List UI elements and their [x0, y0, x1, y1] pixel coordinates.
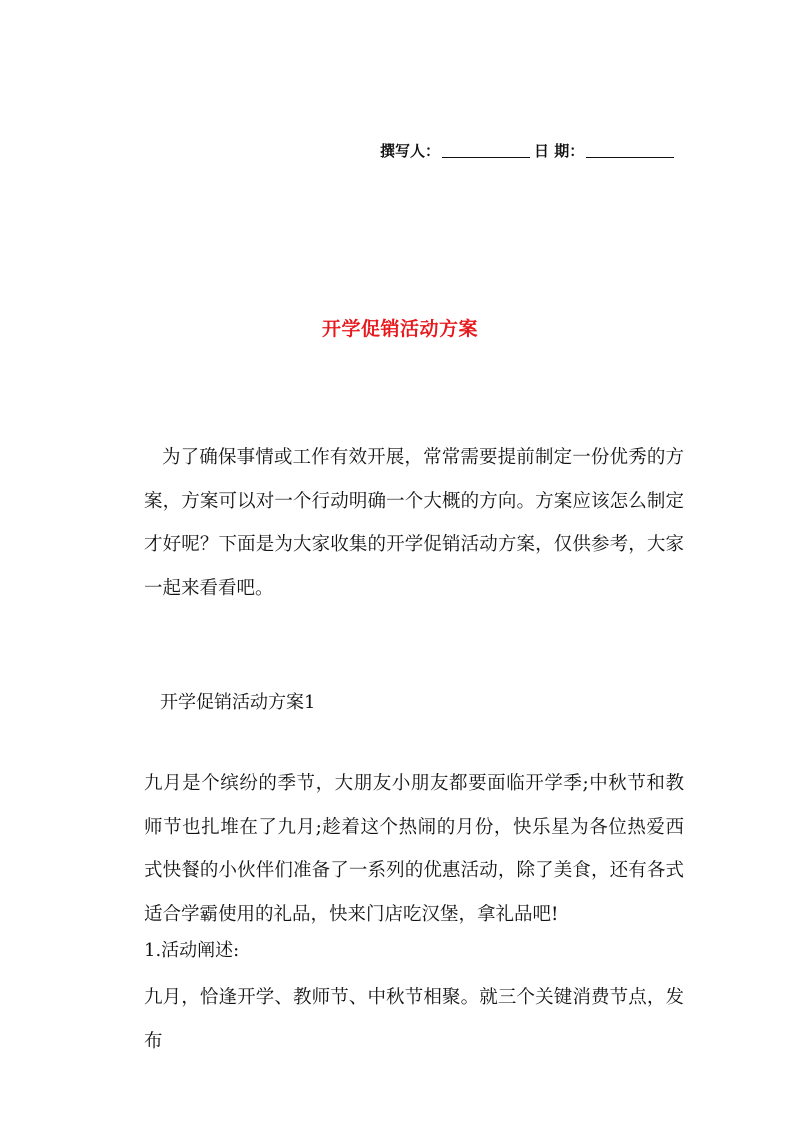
author-label: 撰写人： — [380, 142, 441, 160]
date-blank — [586, 141, 674, 158]
intro-paragraph: 为了确保事情或工作有效开展，常常需要提前制定一份优秀的方案，方案可以对一个行动明确一个大概的方向。方案应该怎么制定才好呢？下面是为大家收集的开学促销活动方案，仅供参考，大家一起来看看吧。 — [144, 447, 684, 599]
section-heading: 开学促销活动方案1 — [160, 692, 316, 713]
document-title: 开学促销活动方案 — [321, 318, 478, 340]
date-label: 日 期： — [534, 142, 585, 160]
sub-heading: 1.活动阐述: — [144, 940, 240, 961]
body-paragraph-truncated: 九月，恰逢开学、教师节、中秋节相聚。就三个关键消费节点，发布 — [144, 987, 684, 1052]
author-blank — [442, 141, 530, 158]
body-paragraph: 九月是个缤纷的季节，大朋友小朋友都要面临开学季;中秋节和教师节也扎堆在了九月;趁着这个热闹的月份，快乐星为各位热爱西式快餐的小伙伴们准备了一系列的优惠活动，除了美食，还有各式适合学霸使用的礼品，快来门店吃汉堡，拿礼品吧! — [144, 773, 684, 925]
author-date-line — [380, 139, 680, 161]
